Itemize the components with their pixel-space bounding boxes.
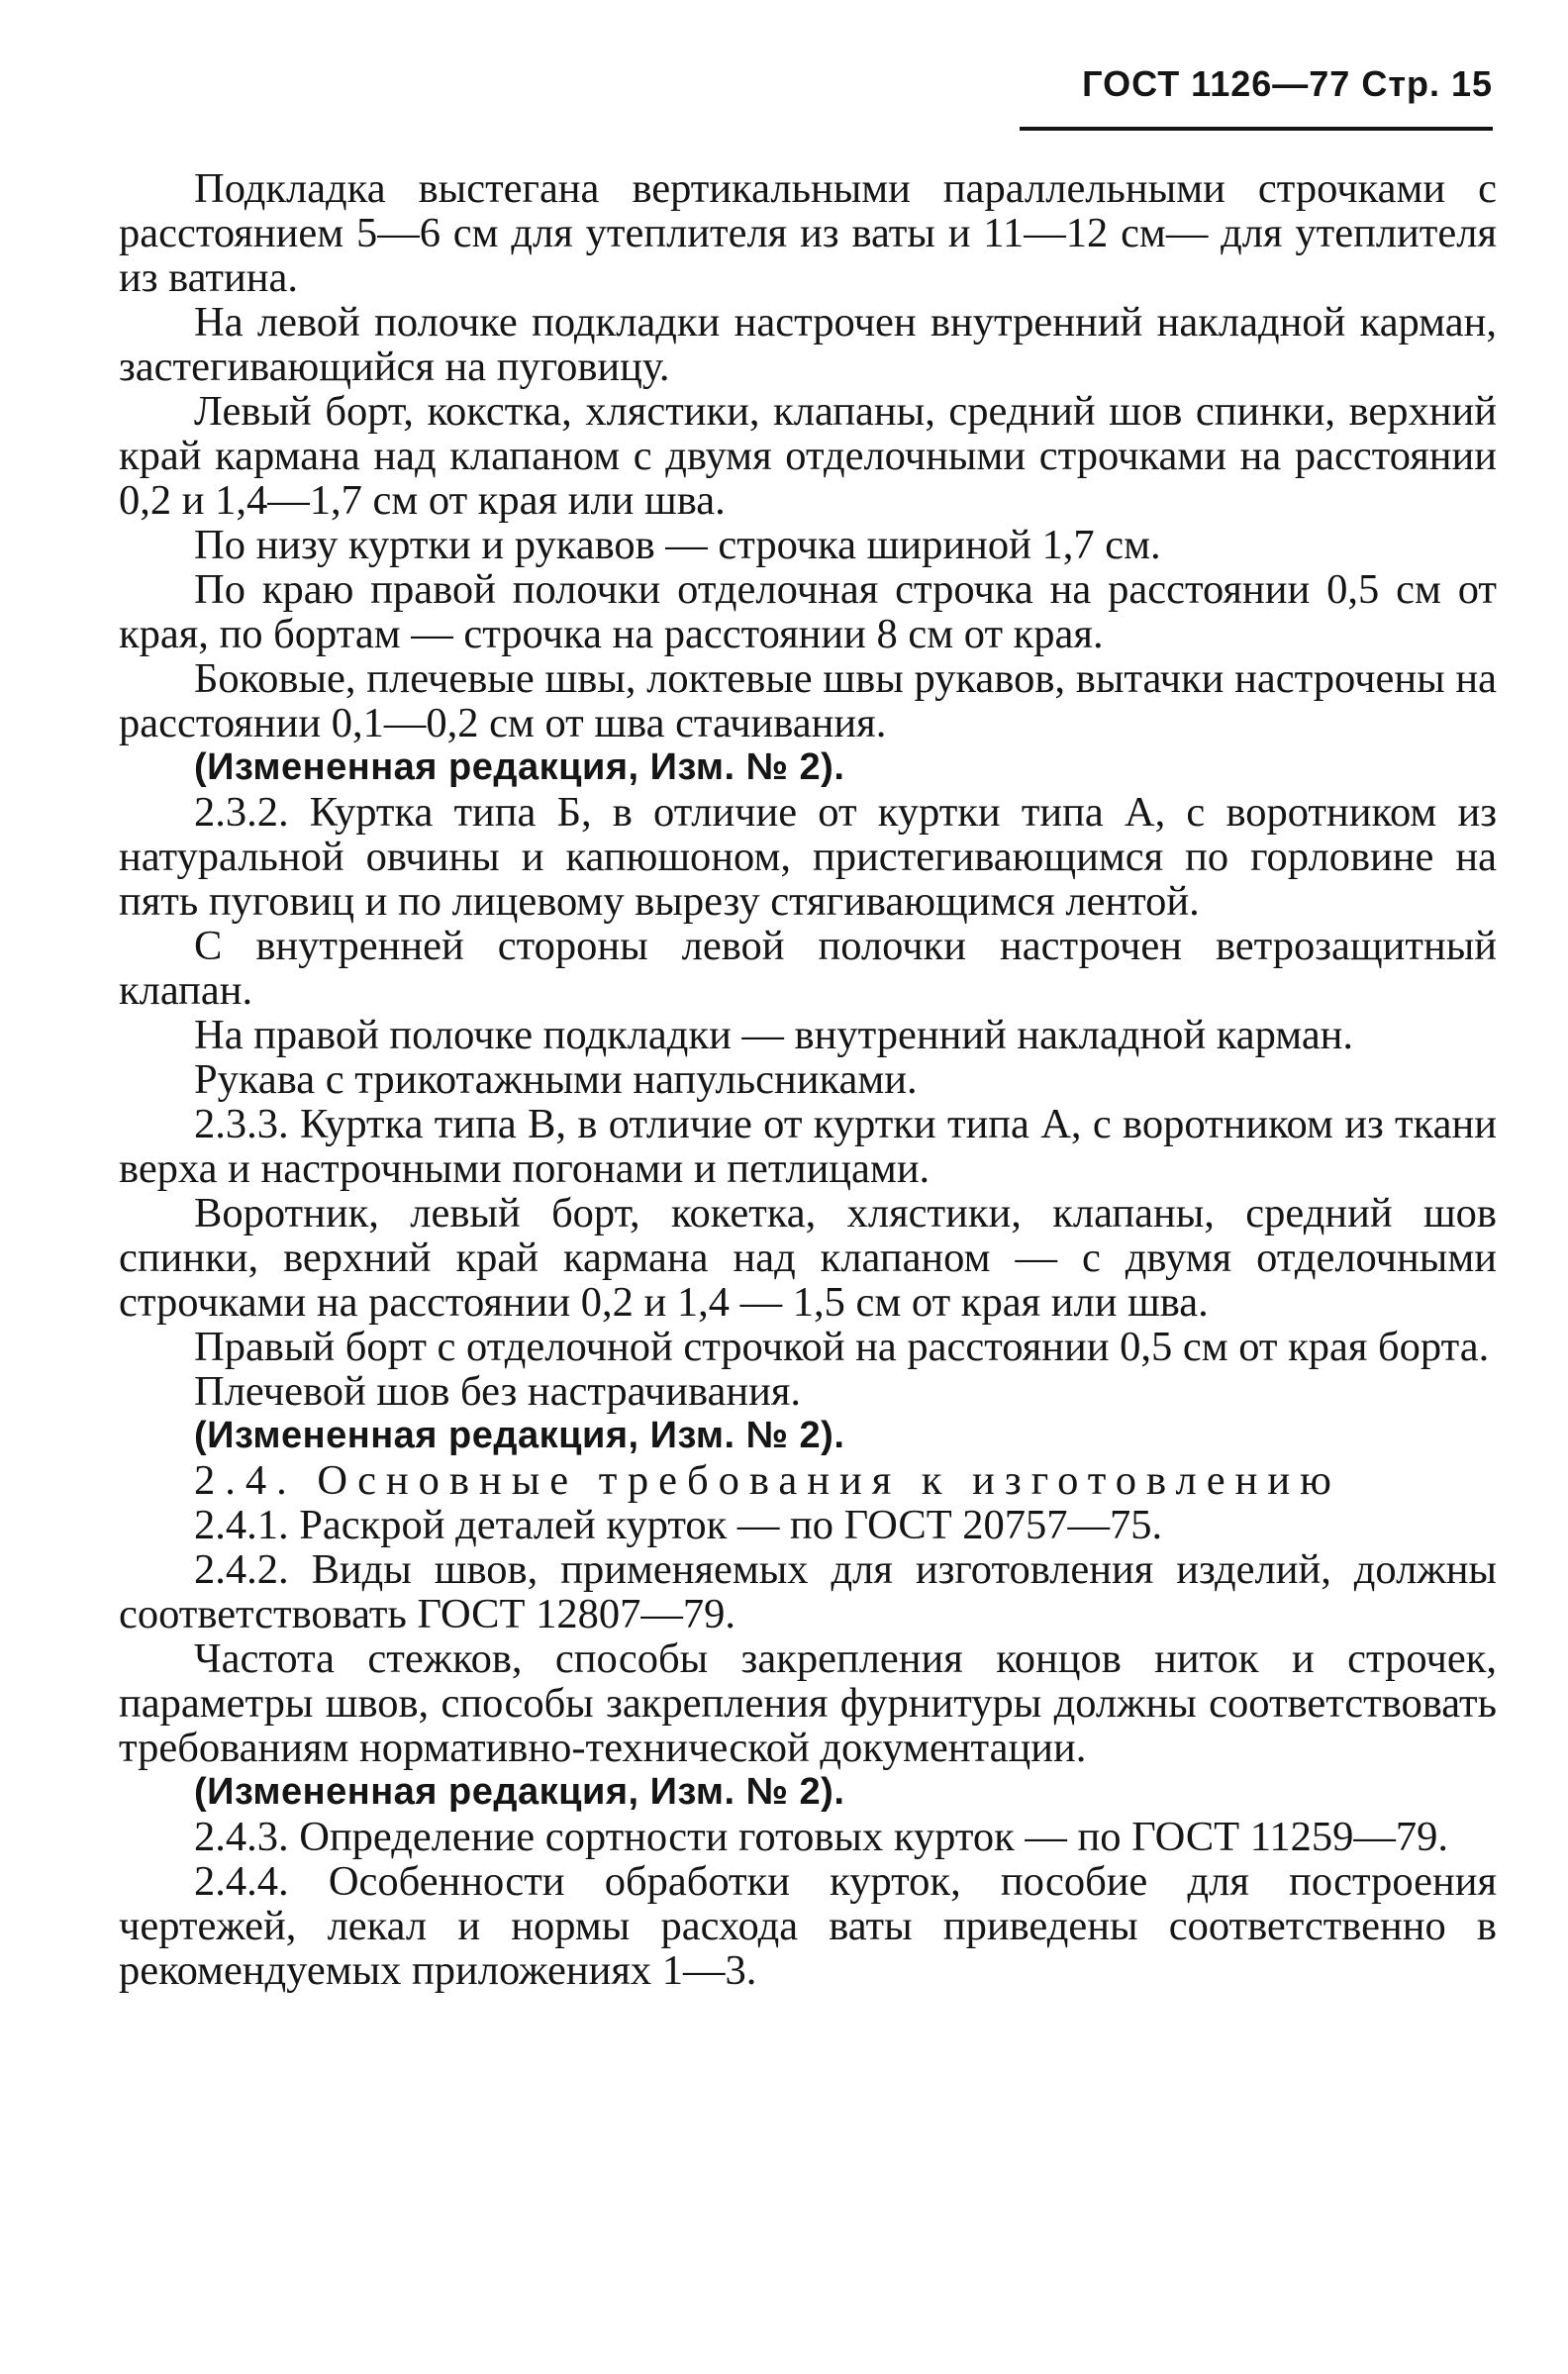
- paragraph: Воротник, левый борт, кокетка, хлястики, клапаны, средний шов спинки, верхний край кармана над клапаном — с двумя отделочными строчками на расстоянии 0,2 и 1,4 — 1,5 см от края или шва.: [119, 1190, 1497, 1326]
- section-heading: 2.4. Основные требования к изготовлению: [194, 1457, 1341, 1504]
- paragraph: 2.4.3. Определение сортности готовых курток — по ГОСТ 11259—79.: [194, 1814, 1449, 1860]
- paragraph: 2.4.2. Виды швов, применяемых для изготовления изделий, должны соответствовать ГОСТ 12807—79.: [119, 1546, 1497, 1637]
- paragraph: Рукава с трикотажными напульсниками.: [194, 1056, 918, 1103]
- paragraph: Правый борт с отделочной строчкой на расстоянии 0,5 см от края борта.: [194, 1324, 1490, 1370]
- paragraph: С внутренней стороны левой полочки настрочен ветрозащитный клапан.: [119, 923, 1497, 1014]
- paragraph: По низу куртки и рукавов — строчка шириной 1,7 см.: [194, 522, 1161, 568]
- paragraph: По краю правой полочки отделочная строчка на расстоянии 0,5 см от края, по бортам — строчка на расстоянии 8 см от края.: [119, 566, 1497, 657]
- paragraph: 2.3.2. Куртка типа Б, в отличие от куртки типа А, с воротником из натуральной овчины и капюшоном, пристегивающимся по горловине на пять пуговиц и по лицевому вырезу стягивающимся лентой.: [119, 789, 1497, 925]
- amendment-note: (Измененная редакция, Изм. № 2).: [194, 1415, 845, 1456]
- paragraph: Частота стежков, способы закрепления концов ниток и строчек, параметры швов, способы закрепления фурнитуры должны соответствовать требованиям нормативно-технической документации.: [119, 1635, 1497, 1771]
- amendment-note: (Измененная редакция, Изм. № 2).: [194, 746, 845, 788]
- running-header: ГОСТ 1126—77 Стр. 15: [1082, 63, 1493, 104]
- paragraph: Боковые, плечевые швы, локтевые швы рукавов, вытачки настрочены на расстоянии 0,1—0,2 см от шва стачивания.: [119, 655, 1497, 746]
- paragraph: 2.4.1. Раскрой деталей курток — по ГОСТ 20757—75.: [194, 1502, 1163, 1548]
- paragraph: Плечевой шов без настрачивания.: [194, 1368, 801, 1415]
- amendment-note: (Измененная редакция, Изм. № 2).: [194, 1771, 845, 1813]
- paragraph: На левой полочке подкладки настрочен внутренний накладной карман, застегивающийся на пуговицу.: [119, 299, 1497, 390]
- body-text: [119, 166, 1497, 1993]
- paragraph: На правой полочке подкладки — внутренний накладной карман.: [194, 1012, 1354, 1058]
- paragraph: 2.3.3. Куртка типа В, в отличие от куртки типа А, с воротником из ткани верха и настрочными погонами и петлицами.: [119, 1101, 1497, 1192]
- paragraph: 2.4.4. Особенности обработки курток, пособие для построения чертежей, лекал и нормы расхода ваты приведены соответственно в рекомендуемых приложениях 1—3.: [119, 1858, 1497, 1994]
- header-rule: [1020, 127, 1493, 131]
- paragraph: Подкладка выстегана вертикальными параллельными строчками с расстоянием 5—6 см для утеплителя из ваты и 11—12 см— для утеплителя из ватина.: [119, 165, 1497, 301]
- paragraph: Левый борт, кокстка, хлястики, клапаны, средний шов спинки, верхний край кармана над клапаном с двумя отделочными строчками на расстоянии 0,2 и 1,4—1,7 см от края или шва.: [119, 388, 1497, 524]
